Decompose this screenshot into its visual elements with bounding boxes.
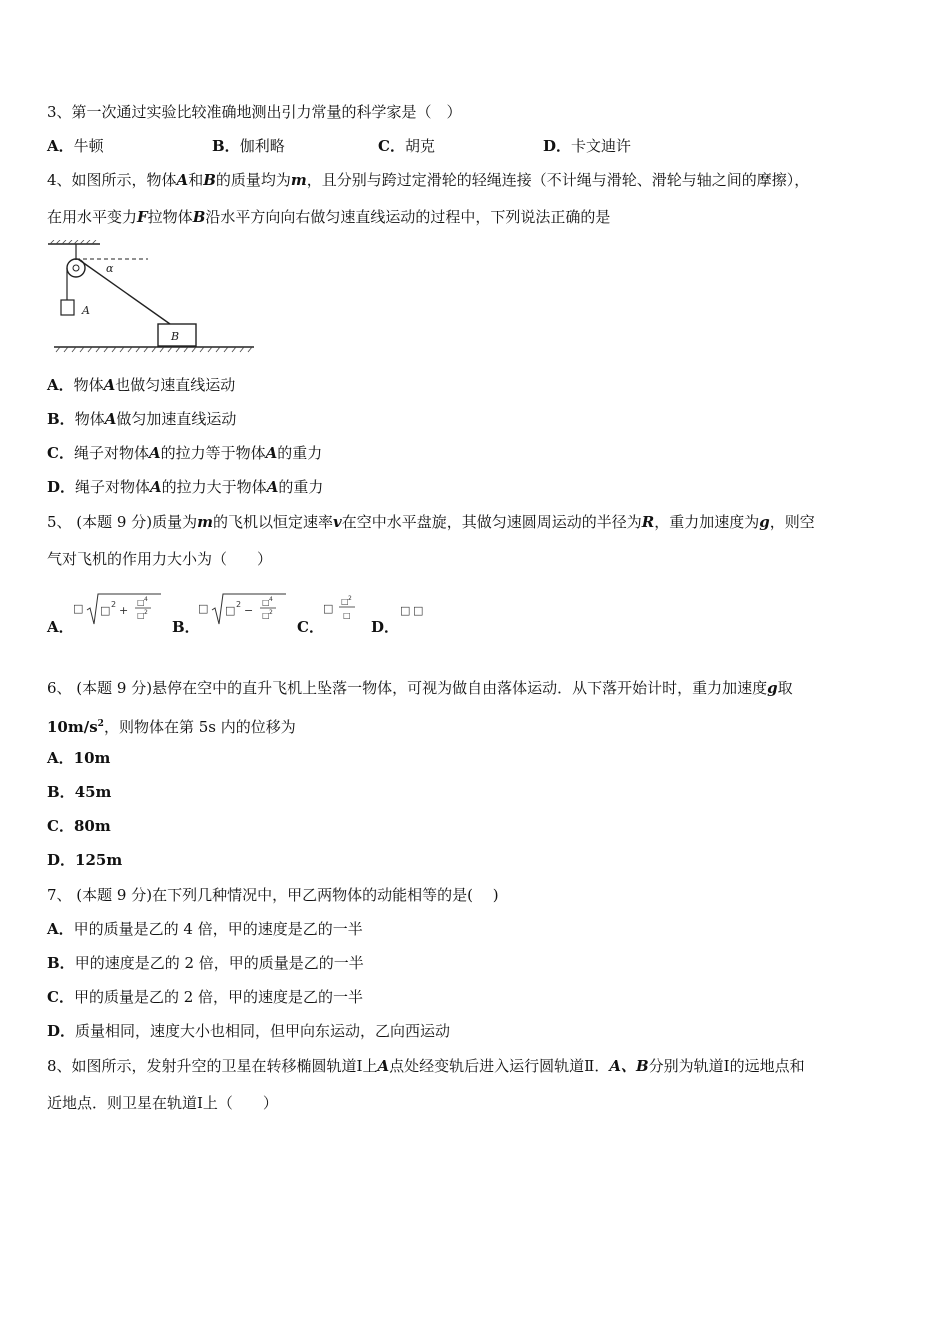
q3-option-c[interactable]: C．胡克 (378, 137, 435, 155)
q8-stem-line2: 近地点．则卫星在轨道Ⅰ上（ ） (47, 1094, 278, 1112)
q4-stem-line1: 4、如图所示，物体A和B的质量均为m，且分别与跨过定滑轮的轻绳连接（不计绳与滑轮、滑轮与轴之间的摩擦）， (47, 171, 810, 189)
svg-text:−: − (244, 604, 254, 617)
q5-formula-a[interactable] (73, 590, 165, 630)
svg-text:4: 4 (144, 596, 148, 603)
q5-option-c-label[interactable]: C． (297, 618, 324, 636)
q6-option-b[interactable]: B．45m (47, 783, 112, 801)
q7-option-d[interactable]: D．质量相同，速度大小也相同，但甲向东运动，乙向西运动 (47, 1022, 451, 1040)
q5-option-a-label[interactable]: A． (47, 618, 74, 636)
q4-stem-line2: 在用水平变力F拉物体B沿水平方向向右做匀速直线运动的过程中，下列说法正确的是 (47, 208, 611, 226)
q3-option-a[interactable]: A．牛顿 (47, 137, 104, 155)
q6-stem-line1: 6、 (本题 9 分)悬停在空中的直升飞机上坠落一物体，可视为做自由落体运动．从下落开始计时，重力加速度g取 (47, 679, 793, 697)
svg-text:□: □ (343, 611, 351, 620)
q7-option-c[interactable]: C．甲的质量是乙的 2 倍，甲的速度是乙的一半 (47, 988, 364, 1006)
q6-option-c[interactable]: C．80m (47, 817, 111, 835)
q4-option-c[interactable]: C．绳子对物体A的拉力等于物体A的重力 (47, 444, 323, 462)
q3-stem: 3、第一次通过实验比较准确地测出引力常量的科学家是（ ） (47, 103, 462, 121)
q7-option-a[interactable]: A．甲的质量是乙的 4 倍，甲的速度是乙的一半 (47, 920, 363, 938)
svg-text:B: B (171, 330, 180, 343)
svg-text:□: □ (137, 611, 145, 620)
q5-formula-b[interactable] (198, 590, 290, 630)
svg-text:4: 4 (269, 596, 273, 603)
q5-stem-line1: 5、 (本题 9 分)质量为m的飞机以恒定速率v在空中水平盘旋，其做匀速圆周运动的半径为R，重力加速度为g，则空 (47, 513, 815, 531)
svg-text:□: □ (137, 598, 145, 607)
q4-option-b[interactable]: B．物体A做匀加速直线运动 (47, 410, 237, 428)
q6-option-a[interactable]: A．10m (47, 749, 111, 767)
svg-text:2: 2 (111, 600, 117, 609)
svg-text:+: + (119, 604, 129, 617)
q3-options (47, 136, 747, 156)
svg-text:□: □ (341, 597, 349, 606)
svg-text:α: α (106, 262, 114, 275)
q5-option-d-label[interactable]: D． (371, 618, 400, 636)
svg-text:2: 2 (144, 609, 148, 616)
svg-text:2: 2 (348, 595, 352, 602)
svg-text:□: □ (413, 604, 424, 617)
pulley-figure (46, 240, 258, 356)
q7-option-b[interactable]: B．甲的速度是乙的 2 倍，甲的质量是乙的一半 (47, 954, 364, 972)
block-a (61, 300, 74, 315)
q5-formula-d[interactable] (398, 590, 432, 630)
svg-text:□: □ (73, 602, 84, 615)
svg-text:2: 2 (236, 600, 242, 609)
q5-option-b-label[interactable]: B． (172, 618, 200, 636)
q8-stem-line1: 8、如图所示，发射升空的卫星在转移椭圆轨道Ⅰ上A点处经变轨后进入运行圆轨道Ⅱ．A、B分别为轨道Ⅰ的远地点和 (47, 1057, 805, 1075)
svg-text:□: □ (262, 611, 270, 620)
svg-text:A: A (82, 304, 90, 317)
svg-text:□: □ (400, 604, 411, 617)
svg-text:□: □ (262, 598, 270, 607)
q3-option-b[interactable]: B．伽利略 (212, 137, 285, 155)
q6-stem-line2: $10m/s^2$，则物体在第 5s 内的位移为 (47, 718, 296, 736)
q5-stem-line2: 气对飞机的作用力大小为（ ） (47, 550, 273, 568)
q4-option-a[interactable]: A．物体A也做匀速直线运动 (47, 376, 236, 394)
q3-option-d[interactable]: D．卡文迪许 (543, 137, 632, 155)
q6-option-d[interactable]: D．125m (47, 851, 123, 869)
q5-formula-c[interactable] (323, 590, 363, 630)
q7-stem: 7、 (本题 9 分)在下列几种情况中，甲乙两物体的动能相等的是( ) (47, 886, 499, 904)
svg-text:□: □ (323, 602, 334, 615)
svg-text:□: □ (100, 604, 111, 617)
svg-text:2: 2 (269, 609, 273, 616)
svg-text:□: □ (225, 604, 236, 617)
svg-text:□: □ (198, 602, 209, 615)
q4-option-d[interactable]: D．绳子对物体A的拉力大于物体A的重力 (47, 478, 324, 496)
